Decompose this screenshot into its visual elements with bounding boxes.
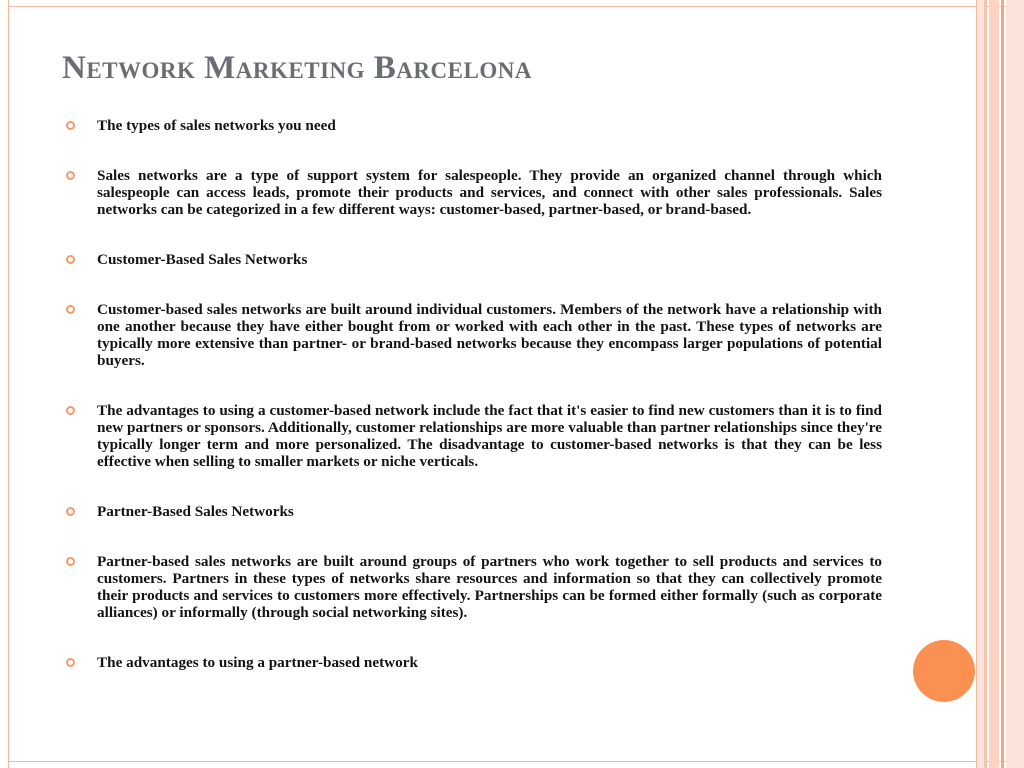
bullet-text: Customer-based sales networks are built around individual customers. Members of the network have a relationship with one another because they have either bought from or worked with each other in the past. These types of networks are typically more extensive than partner- or brand-based networks because they encompass larger populations of potential buyers. [97,301,882,369]
bullet-circle-icon [66,406,75,415]
bullet-circle-icon [66,557,75,566]
bullet-text: Sales networks are a type of support system for salespeople. They provide an organized channel through which salespeople can access leads, promote their products and services, and connect with other sales professionals. Sales networks can be categorized in a few different ways: customer-based, partner-based, or brand-based. [97,167,882,218]
bullet-item [64,301,882,369]
bullet-circle-icon [66,507,75,516]
frame-left-border [0,0,9,768]
bullet-item [64,251,882,268]
bullet-text: The advantages to using a customer-based network include the fact that it's easier to find new customers than it is to find new partners or sponsors. Additionally, customer relationships are more valuable than partner relationships since they're typically longer term and more personalized. The disadvantage to customer-based networks is that they can be less effective when selling to smaller markets or niche verticals. [97,402,882,470]
frame-top-border [8,0,1024,7]
bullet-item [64,503,882,520]
bullet-text: Partner-based sales networks are built around groups of partners who work together to sell products and services to customers. Partners in these types of networks share resources and information so that they can collectively promote their products and services to customers more effectively. Partnerships can be formed either formally (such as corporate alliances) or informally (through social networking sites). [97,553,882,621]
frame-bottom-border [8,761,1024,768]
bullet-text: Partner-Based Sales Networks [97,503,294,520]
bullet-item [64,402,882,470]
stripe [1006,0,1024,768]
bullet-text: The advantages to using a partner-based network [97,654,418,671]
stripe [989,0,999,768]
decorative-stripes [976,0,1024,768]
bullet-circle-icon [66,121,75,130]
bullet-circle-icon [66,305,75,314]
bullet-item [64,654,882,671]
bullet-circle-icon [66,171,75,180]
decorative-orange-circle [913,640,975,702]
stripe [984,0,987,768]
bullet-text: The types of sales networks you need [97,117,336,134]
bullet-item [64,553,882,621]
bullet-circle-icon [66,255,75,264]
stripe [1001,0,1004,768]
slide-title: Network Marketing Barcelona [62,50,532,86]
bullet-item [64,167,882,218]
bullet-list [64,117,882,671]
bullet-circle-icon [66,658,75,667]
bullet-text: Customer-Based Sales Networks [97,251,308,268]
bullet-item [64,117,882,134]
